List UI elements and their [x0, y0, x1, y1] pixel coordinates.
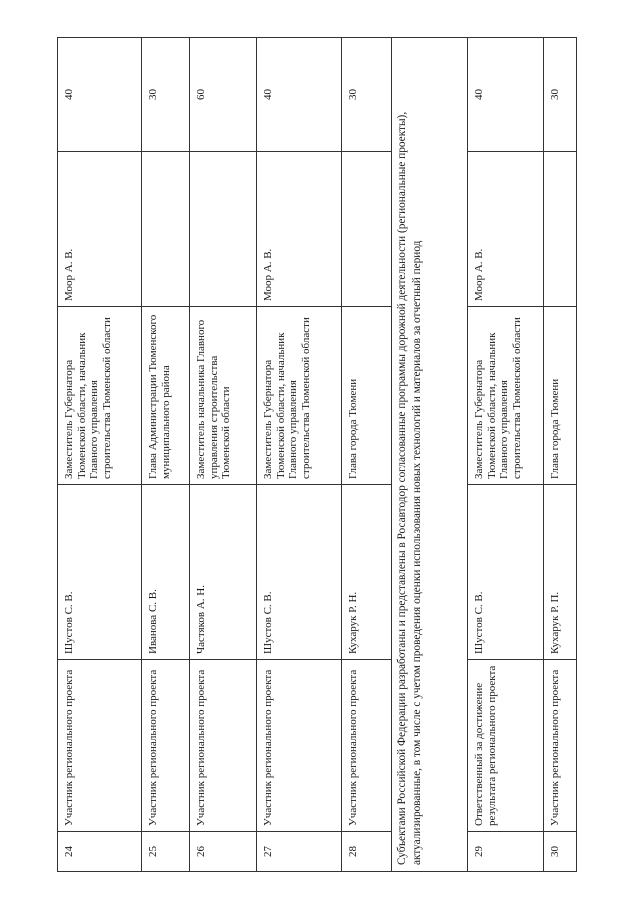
load-cell: 30 — [142, 37, 189, 152]
supervisor-cell — [342, 152, 391, 307]
load-cell: 60 — [190, 37, 256, 152]
section-heading: Субъектами Российской Федерации разработаны и представлены в Росавтодор согласованные программы дорожной деятельности (региональные проекты), актуализированные, в том числе с учетом проведения оценки использования новых технологий и материалов за отчетный период — [392, 37, 468, 872]
supervisor-cell: Моор А. В. — [468, 152, 543, 307]
role-cell: Ответственный за достижение результата регионального проекта — [468, 660, 543, 832]
row-number: 25 — [142, 832, 189, 872]
person-cell: Иванова С. В. — [142, 485, 189, 660]
role-cell: Участник регионального проекта — [257, 660, 341, 832]
person-cell: Частяков А. Н. — [190, 485, 256, 660]
load-cell: 40 — [58, 37, 141, 152]
position-cell: Заместитель Губернатора Тюменской области, начальник Главного управления строительства Тюменской области — [58, 307, 141, 485]
position-cell: Глава города Тюмени — [544, 307, 576, 485]
person-cell: Шустов С. В. — [468, 485, 543, 660]
load-cell: 30 — [544, 37, 576, 152]
position-cell: Заместитель начальника Главного управления строительства Тюменской области — [190, 307, 256, 485]
position-cell: Заместитель Губернатора Тюменской области, начальник Главного управления строительства Тюменской области — [468, 307, 543, 485]
supervisor-cell: Моор А. В. — [58, 152, 141, 307]
table-row — [257, 37, 342, 872]
row-number: 24 — [58, 832, 141, 872]
row-number: 30 — [544, 832, 576, 872]
role-cell: Участник регионального проекта — [190, 660, 256, 832]
load-cell: 40 — [257, 37, 341, 152]
row-number: 27 — [257, 832, 341, 872]
role-cell: Участник регионального проекта — [142, 660, 189, 832]
role-cell: Участник регионального проекта — [342, 660, 391, 832]
row-number: 28 — [342, 832, 391, 872]
project-participants-table — [57, 37, 577, 872]
table-row — [57, 37, 142, 872]
role-cell: Участник регионального проекта — [58, 660, 141, 832]
table-row — [190, 37, 257, 872]
table-row — [142, 37, 190, 872]
position-cell: Глава города Тюмени — [342, 307, 391, 485]
position-cell: Глава Администрации Тюменского муниципального района — [142, 307, 189, 485]
person-cell: Шустов С. В. — [58, 485, 141, 660]
table-row — [468, 37, 544, 872]
position-cell: Заместитель Губернатора Тюменской области, начальник Главного управления строительства Тюменской области — [257, 307, 341, 485]
row-number: 29 — [468, 832, 543, 872]
supervisor-cell — [190, 152, 256, 307]
row-number: 26 — [190, 832, 256, 872]
supervisor-cell: Моор А. В. — [257, 152, 341, 307]
table-row — [544, 37, 577, 872]
table-row — [342, 37, 392, 872]
supervisor-cell — [544, 152, 576, 307]
load-cell: 40 — [468, 37, 543, 152]
role-cell: Участник регионального проекта — [544, 660, 576, 832]
person-cell: Кухарук Р. П. — [544, 485, 576, 660]
person-cell: Шустов С. В. — [257, 485, 341, 660]
load-cell: 30 — [342, 37, 391, 152]
supervisor-cell — [142, 152, 189, 307]
person-cell: Кухарук Р. Н. — [342, 485, 391, 660]
